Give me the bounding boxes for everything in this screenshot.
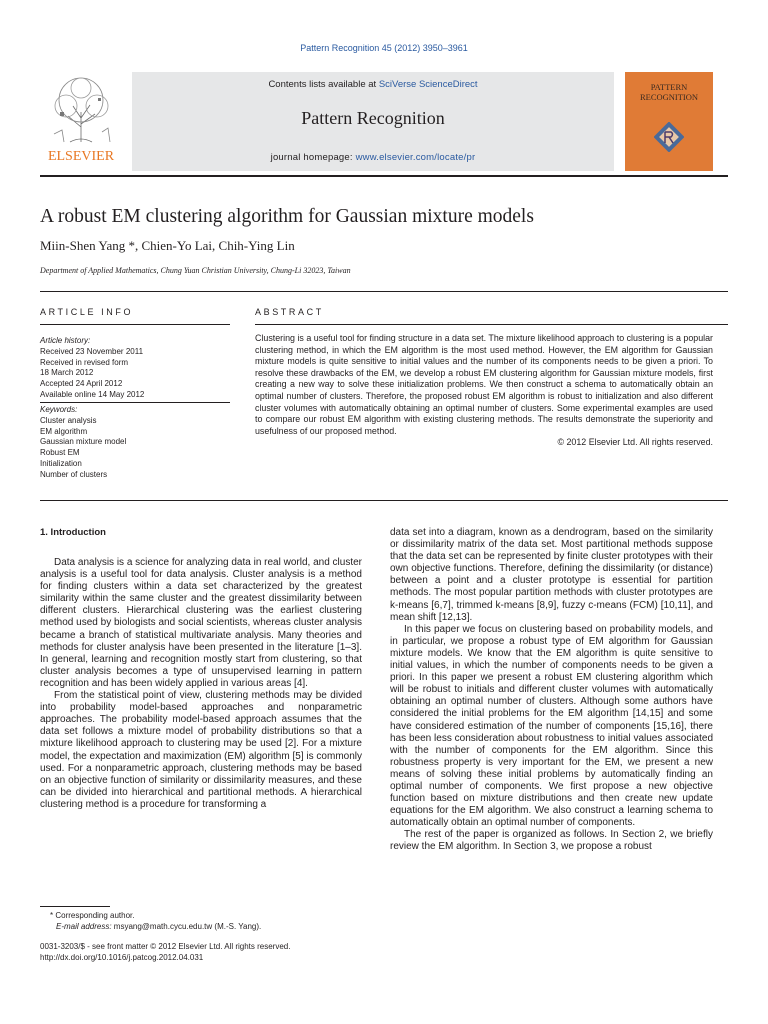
email-note <box>40 921 261 932</box>
section-heading-introduction: 1. Introduction <box>40 527 106 538</box>
footnote <box>40 910 261 932</box>
abstract-rule <box>255 324 728 325</box>
body-paragraph: In this paper we focus on clustering based on probability models, and in particular, we propose a robust type of EM algorithm for Gaussian mixture models. We know that the EM algorithm is quite sensitive to initial values, in which the number of components needs to be given a priori. In this paper we present a robust EM clustering algorithm which will be robust to initials and different cluster volumes with automatically obtaining an optimal number of clusters. Although some authors have considered the initial problems for the EM algorithm [14,15] and some have considered estimation of the number of components [15,16], there has been less consideration about robustness to initial values associated with the number of components for the EM algorithm. Since this robustness property is very important for the EM, we present a new means of solving these initial problems by automatically finding an optimal number of components. We first propose a new objective function based on mixture distributions and then create new update equations for the EM algorithm. We also construct a learning schema to automatically obtain an optimal number of components. <box>390 623 713 829</box>
history-item: Received in revised form <box>40 357 129 367</box>
abstract-body <box>255 333 713 449</box>
body-paragraph: The rest of the paper is organized as follows. In Section 2, we briefly review the EM algorithm. In Section 3, we propose a robust <box>390 829 713 853</box>
cover-title-line-2: RECOGNITION <box>639 92 699 102</box>
elsevier-wordmark: ELSEVIER <box>47 149 115 164</box>
keyword-item: Initialization <box>40 458 82 468</box>
abstract-copyright: © 2012 Elsevier Ltd. All rights reserved. <box>557 437 713 448</box>
issn-block <box>40 941 290 963</box>
contents-line <box>132 79 614 90</box>
keyword-item: Gaussian mixture model <box>40 437 127 447</box>
abstract-heading: ABSTRACT <box>255 307 324 317</box>
body-paragraph: data set into a diagram, known as a dendrogram, based on the similarity or dissimilarity matrix of the data set. Most partitional methods suppose that the data set can be represented by finite cluster prototypes with their own objective functions. Therefore, defining the dissimilarity (or distance) between a point and a cluster prototype is essential for partition methods. The most popular partition methods with cluster prototypes are k-means [6,7], trimmed k-means [8,9], fuzzy c-means (FCM) [10,11], and mean shift [12,13]. <box>390 527 713 623</box>
body-paragraph: Data analysis is a science for analyzing data in real world, and cluster analysis is a useful tool for data analysis. Cluster analysis is a method for finding clusters within a data set characterized by the greatest similarity within the same cluster and the greatest dissimilarity between different clusters. Hierarchical clustering was the earliest clustering method used by biologists and social scientists, whereas cluster analysis became a branch of statistical multivariate analysis. Many theories and methods for cluster analysis have been presented in the literature [1–3]. In general, learning and recognition mostly start from clustering, so that cluster analysis becomes a type of unsupervised learning in pattern recognition and has been widely applied in various areas [4]. <box>40 557 362 689</box>
journal-name: Pattern Recognition <box>301 108 445 128</box>
contents-prefix: Contents lists available at <box>268 79 379 90</box>
keyword-item: Cluster analysis <box>40 415 97 425</box>
keywords-label: Keywords: <box>40 405 78 414</box>
journal-citation[interactable]: Pattern Recognition 45 (2012) 3950–3961 <box>300 43 468 53</box>
history-item: Accepted 24 April 2012 <box>40 379 123 389</box>
keyword-item: Number of clusters <box>40 469 108 479</box>
article-info-rule <box>40 324 230 325</box>
doi-link[interactable]: http://dx.doi.org/10.1016/j.patcog.2012.04.031 <box>40 953 204 962</box>
keywords-list <box>40 405 240 481</box>
footnote-rule <box>40 906 110 907</box>
cover-title-line-1: PATTERN <box>650 82 688 92</box>
journal-homepage <box>132 152 614 163</box>
title-rule <box>40 291 728 292</box>
abstract-text: Clustering is a useful tool for finding structure in a data set. The mixture likelihood approach to clustering is a popular clustering method, in which the EM algorithm is the most used method. However, the EM algorithm for Gaussian mixture models is quite sensitive to initial values and the number of its components needs to be given a priori. To resolve these drawbacks of the EM, we develop a robust EM clustering algorithm for Gaussian mixture models, first creating a new way to solve these initialization problems. We then construct a schema to automatically obtain an optimal number of clusters. Therefore, the proposed robust EM algorithm is robust to initialization and also different cluster volumes with automatically obtaining an optimal number of clusters. Some experimental examples are used to compare our robust EM algorithm with existing clustering methods. The results demonstrate the superiority and usefulness of our proposed method. <box>255 333 713 436</box>
keyword-item: Robust EM <box>40 448 80 458</box>
article-info-heading: ARTICLE INFO <box>40 307 134 317</box>
author-affiliation: Department of Applied Mathematics, Chung Yuan Christian University, Chung-Li 32023, Taiwan <box>40 266 351 275</box>
article-title: A robust EM clustering algorithm for Gaussian mixture models <box>40 206 534 227</box>
journal-cover <box>625 72 713 171</box>
article-history <box>40 336 240 401</box>
issn-line: 0031-3203/$ - see front matter © 2012 Elsevier Ltd. All rights reserved. <box>40 942 291 951</box>
left-column <box>40 557 362 811</box>
corresponding-author-note: * Corresponding author. <box>50 911 135 920</box>
cover-title <box>625 82 713 102</box>
elsevier-tree-logo <box>40 72 123 164</box>
history-item: 18 March 2012 <box>40 368 94 378</box>
abstract-bottom-rule <box>40 500 728 501</box>
sciencedirect-link[interactable]: SciVerse ScienceDirect <box>378 79 478 90</box>
masthead-rule <box>40 175 728 177</box>
keyword-item: EM algorithm <box>40 426 88 436</box>
history-label: Article history: <box>40 336 91 345</box>
homepage-link[interactable]: www.elsevier.com/locate/pr <box>355 152 476 163</box>
homepage-prefix: journal homepage: <box>270 152 356 163</box>
history-item: Available online 14 May 2012 <box>40 389 145 399</box>
article-authors: Miin-Shen Yang *, Chien-Yo Lai, Chih-Ying Lin <box>40 238 295 253</box>
keywords-rule <box>40 402 230 403</box>
cover-emblem-icon <box>654 122 684 152</box>
history-item: Received 23 November 2011 <box>40 346 144 356</box>
author-email[interactable]: msyang@math.cycu.edu.tw (M.-S. Yang). <box>113 922 262 931</box>
body-paragraph: From the statistical point of view, clustering methods may be divided into probability model-based approaches and nonparametric approaches. The probability model-based approach assumes that the data set follows a mixture model of probability distributions so that a mixture likelihood approach to clustering may be used [2]. For a mixture model, the expectation and maximization (EM) algorithm [5] is commonly used. For a nonparametric approach, clustering methods may be based on an objective function of similarity or dissimilarity measures, and these can be divided into hierarchical and partitional methods. A hierarchical clustering method is a procedure for transforming a <box>40 690 362 810</box>
email-label: E-mail address: <box>56 922 114 931</box>
right-column <box>390 527 713 854</box>
